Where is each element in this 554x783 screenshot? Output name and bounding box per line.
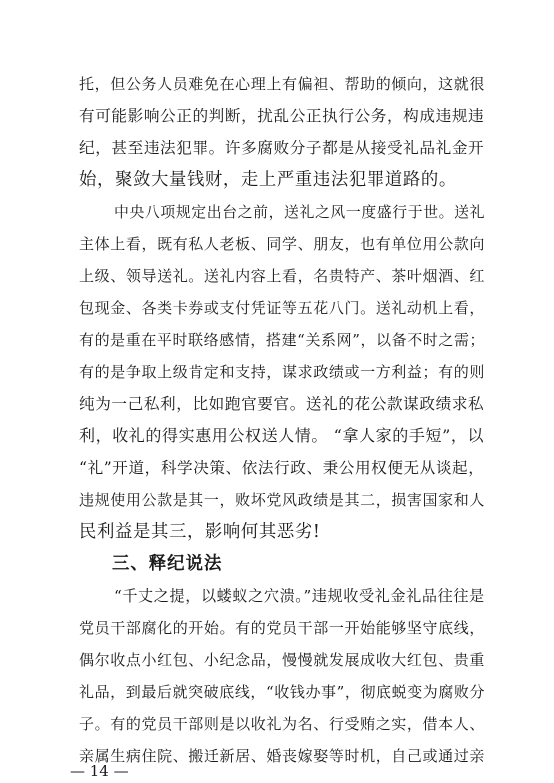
text-line: 纯为一己私利，比如跑官要官。送礼的花公款谋政绩求私 bbox=[79, 395, 485, 413]
text-line: 民利益是其三，影响何其恶劣! bbox=[79, 522, 321, 542]
text-line: 违规使用公款是其一，败坏党风政绩是其二，损害国家和人 bbox=[79, 491, 486, 509]
paragraph-first-line: 中央八项规定出台之前，送礼之风一度盛行于世。送礼 bbox=[114, 203, 486, 221]
text-line: 有可能影响公正的判断，扰乱公正执行公务，构成违规违 bbox=[79, 107, 485, 125]
text-line: “礼”开道，科学决策、依法行政、秉公用权便无从谈起， bbox=[79, 459, 485, 477]
text-line: 主体上看，既有私人老板、同学、朋友，也有单位用公款向 bbox=[79, 235, 486, 253]
text-line: 有的是争取上级肯定和支持，谋求政绩或一方利益；有的则 bbox=[79, 363, 486, 381]
text-line: 始，聚敛大量钱财，走上严重违法犯罪道路的。 bbox=[79, 170, 457, 190]
text-line: 托，但公务人员难免在心理上有偏袒、帮助的倾向，这就很 bbox=[79, 75, 486, 93]
paragraph-first-line: “千丈之提，以蝼蚁之穴溃。”违规收受礼金礼品往往是 bbox=[114, 587, 485, 605]
section-heading: 三、释纪说法 bbox=[112, 554, 223, 574]
text-line: 礼品，到最后就突破底线，“收钱办事”，彻底蜕变为腐败分 bbox=[79, 683, 486, 701]
text-line: 包现金、各类卡券或支付凭证等五花八门。送礼动机上看， bbox=[79, 299, 486, 317]
text-line: 利，收礼的得实惠用公权送人情。 “拿人家的手短”，以 bbox=[79, 426, 485, 445]
text-line: 亲属生病住院、搬迁新居、婚丧嫁娶等时机，自己或通过亲 bbox=[79, 747, 486, 765]
text-line: 纪，甚至违法犯罪。许多腐败分子都是从接受礼品礼金开 bbox=[79, 139, 485, 157]
text-line: 有的是重在平时联络感情，搭建“关系网”，以备不时之需； bbox=[79, 331, 486, 349]
page-number: — 14 — bbox=[70, 762, 129, 780]
text-line: 子。有的党员干部则是以收礼为名、行受贿之实，借本人、 bbox=[79, 715, 486, 733]
text-line: 偶尔收点小红包、小纪念品，慢慢就发展成收大红包、贵重 bbox=[79, 651, 486, 669]
text-line: 上级、领导送礼。送礼内容上看，名贵特产、茶叶烟酒、红 bbox=[79, 267, 486, 285]
text-line: 党员干部腐化的开始。有的党员干部一开始能够坚守底线， bbox=[79, 619, 486, 637]
